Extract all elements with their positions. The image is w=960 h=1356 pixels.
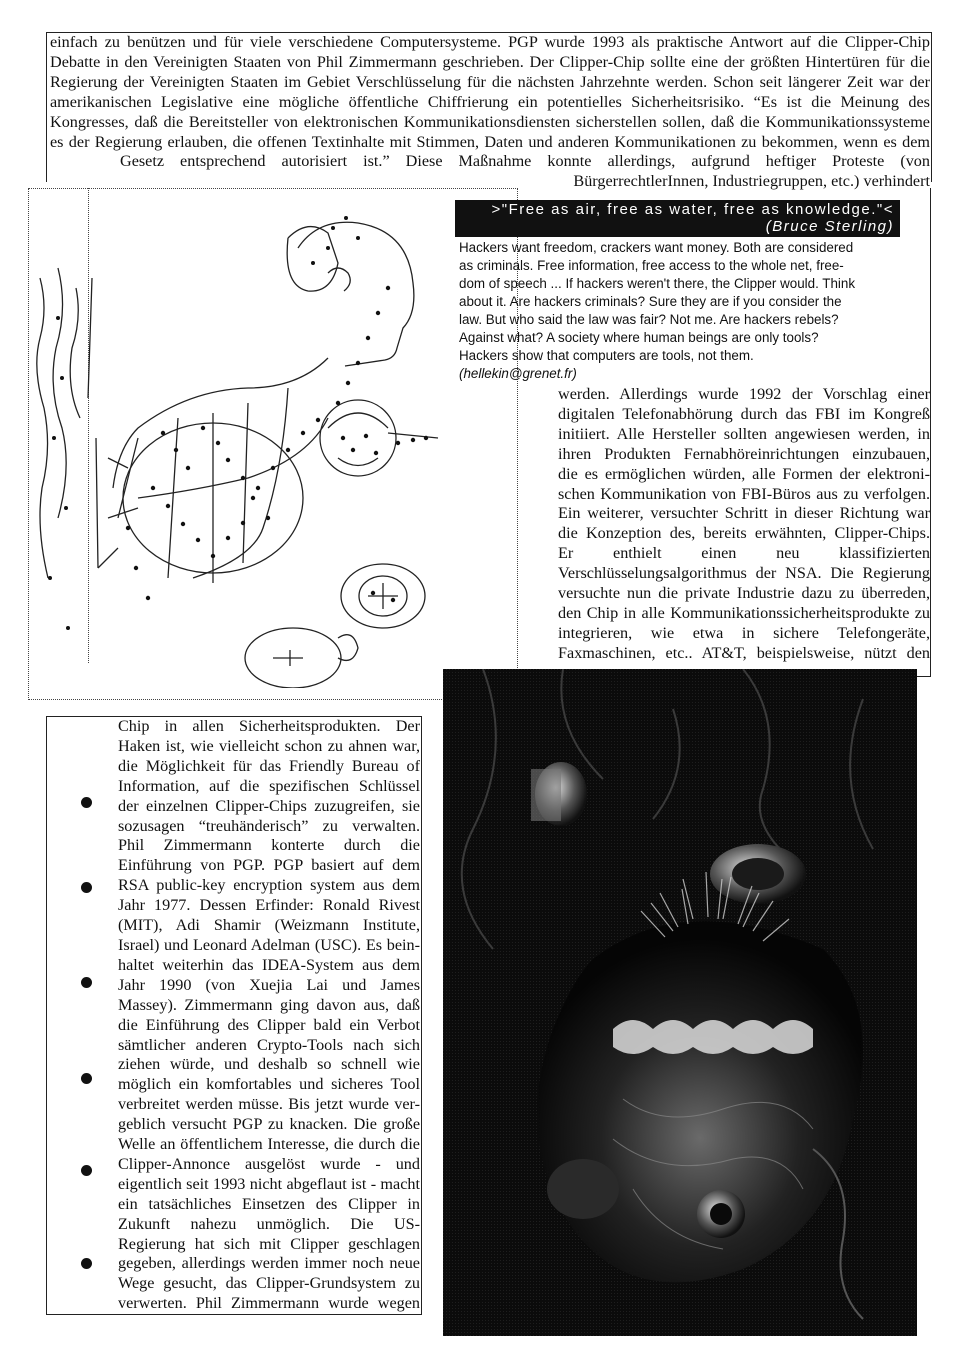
quote-header xyxy=(455,200,900,237)
acupuncture-illustration xyxy=(28,188,453,688)
quote-line: as criminals. Free information, free access to the whole net, free- xyxy=(459,258,844,273)
intro-line: Kongresses, daß die Bereitsteller von elektronischen Kommunikationsdiensten sicherstellen sollen, daß die Kommunikationssysteme xyxy=(50,112,930,131)
quote-line: Hackers show that computers are tools, not them. xyxy=(459,348,754,363)
left-line: gegeben, allerdings werden immer noch neue xyxy=(118,1254,420,1273)
left-line: Information, auf die spezifischen Schlüssel xyxy=(118,776,420,795)
left-line: Wege gesucht, das Clipper-Grundsystem zu xyxy=(118,1274,420,1293)
photo-artwork xyxy=(443,669,917,1336)
left-line: die Einführung des Clipper bald ein Verbot xyxy=(118,1015,420,1034)
right-line: Er enthielt einen neu klassifizierten xyxy=(558,544,930,563)
quote-line: law. But who said the law was fair? Not me. Are hackers rebels? xyxy=(459,312,839,327)
intro-line: einfach zu benützen und für viele verschiedene Computersysteme. PGP wurde 1993 als praktische Antwort auf die Clipper-Chip xyxy=(50,33,930,51)
left-line: Jahr 1990 (von Xuejia Lai und James xyxy=(118,975,420,994)
left-line: die Möglichkeit für das Friendly Bureau of xyxy=(118,756,420,775)
right-line: Verschlüsselungsalgorithmus der NSA. Die Regierung xyxy=(558,564,930,583)
right-line: die es ermöglichen würden, alle Formen der elektroni- xyxy=(558,464,930,483)
intro-line: Regierung der Vereinigten Staaten im Gebiet Verschlüsselung für die nächsten Jahrzehnte werden. Schon seit längerer Zeit war der xyxy=(50,72,930,91)
left-line: Chip in allen Sicherheitsprodukten. Der xyxy=(118,717,420,735)
right-line: integrieren, wie etwa in sichere Telefongeräte, xyxy=(558,623,930,642)
quote-line: about it. Are hackers criminals? Sure they are if you consider the xyxy=(459,294,842,309)
quote-box xyxy=(455,200,900,385)
left-line: möglich ein komfortables und sicheres Tool xyxy=(118,1075,420,1094)
right-line: den Chip in alle Kommunikationssicherheitsprodukte zu xyxy=(558,603,930,622)
right-line: Faxmaschinen, etc.. AT&T, beispielsweise, nützt den xyxy=(558,643,930,662)
quote-line: Against what? A society where human beings are only tools? xyxy=(459,330,819,345)
left-line: der einzelnen Clipper-Chips zuzugreifen, sie xyxy=(118,796,420,815)
quote-author: (Bruce Sterling) xyxy=(765,218,894,235)
bullet-dot xyxy=(81,882,92,893)
left-line: Jahr 1977. Dessen Erfinder: Ronald Rivest xyxy=(118,896,420,915)
left-line: Massey). Zimmermann ging davon aus, daß xyxy=(118,995,420,1014)
quote-line: dom of speech ... If hackers weren't there, the Clipper would. Think xyxy=(459,276,856,291)
left-line: Zukunft nahezu unmöglich. Die US- xyxy=(118,1214,420,1233)
right-line: versuchte nun die private Industrie dazu zu überreden, xyxy=(558,584,930,603)
right-line: Ein weiterer, versuchter Schritt in dieser Richtung war xyxy=(558,504,930,523)
intro-paragraph xyxy=(50,33,930,192)
quote-body xyxy=(455,237,900,385)
left-line: haltet weiterhin das IDEA-System aus dem xyxy=(118,955,420,974)
right-column-text xyxy=(558,385,930,664)
left-line: Einführung von PGP. PGP basiert auf dem xyxy=(118,856,420,875)
right-line: werden. Allerdings wurde 1992 der Vorschlag einer xyxy=(558,385,930,403)
skull-machine-photo xyxy=(443,669,917,1336)
left-line: geblich versucht PGP zu knacken. Die große xyxy=(118,1115,420,1134)
left-line: Regierung hat sich mit Clipper geschlagen xyxy=(118,1234,420,1253)
right-line: schen Kommunikation von FBI-Büros aus zu verfolgen. xyxy=(558,484,930,503)
left-line: ziehen würde, und deshalb so schnell wie xyxy=(118,1055,420,1074)
left-line: sämtlicher anderen Crypto-Tools nach sich xyxy=(118,1035,420,1054)
left-line: Welle an öffentlichem Interesse, die durch die xyxy=(118,1135,420,1154)
right-line: ihren Produkten Fernabhöreinrichtungen einzubauen, xyxy=(558,444,930,463)
left-line: ein tatsächliches Einsetzen des Clipper in xyxy=(118,1194,420,1213)
right-line: initiiert. Alle Hersteller sollten angewiesen werden, in xyxy=(558,424,930,443)
left-line: (MIT), Adi Shamir (Weizmann Institute, xyxy=(118,916,420,935)
left-line: verwerten. Phil Zimmermann wurde wegen xyxy=(118,1294,420,1313)
left-line: RSA public-key encryption system aus dem xyxy=(118,876,420,895)
left-line: Haken ist, wie vielleicht schon zu ahnen war, xyxy=(118,736,420,755)
bullet-dot xyxy=(81,1073,92,1084)
left-line: Clipper-Annonce ausgelöst wurde - und xyxy=(118,1154,420,1173)
right-line: digitalen Telefonabhörung durch das FBI im Kongreß xyxy=(558,404,930,423)
quote-line: Hackers want freedom, crackers want money. Both are considered xyxy=(459,240,854,255)
right-column-border xyxy=(930,188,931,676)
bullet-dot xyxy=(81,977,92,988)
left-line: Israel) und Leonard Adelman (USC). Es bein- xyxy=(118,935,420,954)
left-column-text xyxy=(118,717,420,1314)
left-line: eigentlich seit 1993 nicht abgeflaut ist - macht xyxy=(118,1174,420,1193)
right-line: die Konzeption des, bereits erwähnten, Clipper-Chips. xyxy=(558,524,930,543)
left-line: verbreitet werden müsse. Bis jetzt wurde ver- xyxy=(118,1095,420,1114)
intro-line: Gesetz entsprechend autorisiert ist.” Diese Maßnahme konnte allerdings, aufgrund heftiger Proteste (von xyxy=(120,152,930,171)
bullet-dot xyxy=(81,1165,92,1176)
left-line: Phil Zimmermann konterte durch die xyxy=(118,836,420,855)
intro-line: Debatte in den Vereinigten Staaten von Phil Zimmermann geschrieben. Der Clipper-Chip sollte eine der größten Hintertüren für die xyxy=(50,52,930,71)
intro-line: es der Regierung erlauben, die offenen Textinhalte mit Stimmen, Daten und anderen Kommunikationen zu bekommen, wenn es dem xyxy=(50,132,930,151)
intro-line: amerikanischen Legislative eine mögliche öffentliche Chiffrierung ein potentielles Sicherheitsrisiko. “Es ist die Meinung des xyxy=(50,92,930,111)
bullet-dot xyxy=(81,797,92,808)
quote-headline: >"Free as air, free as water, free as knowledge."< xyxy=(491,201,894,218)
bullet-dot xyxy=(81,1258,92,1269)
intro-line: BürgerrechtlerInnen, Industriegruppen, etc.) verhindert xyxy=(573,172,930,191)
left-line: sozusagen “treuhänderisch” zu verwalten. xyxy=(118,816,420,835)
quote-email: (hellekin@grenet.fr) xyxy=(459,366,577,381)
